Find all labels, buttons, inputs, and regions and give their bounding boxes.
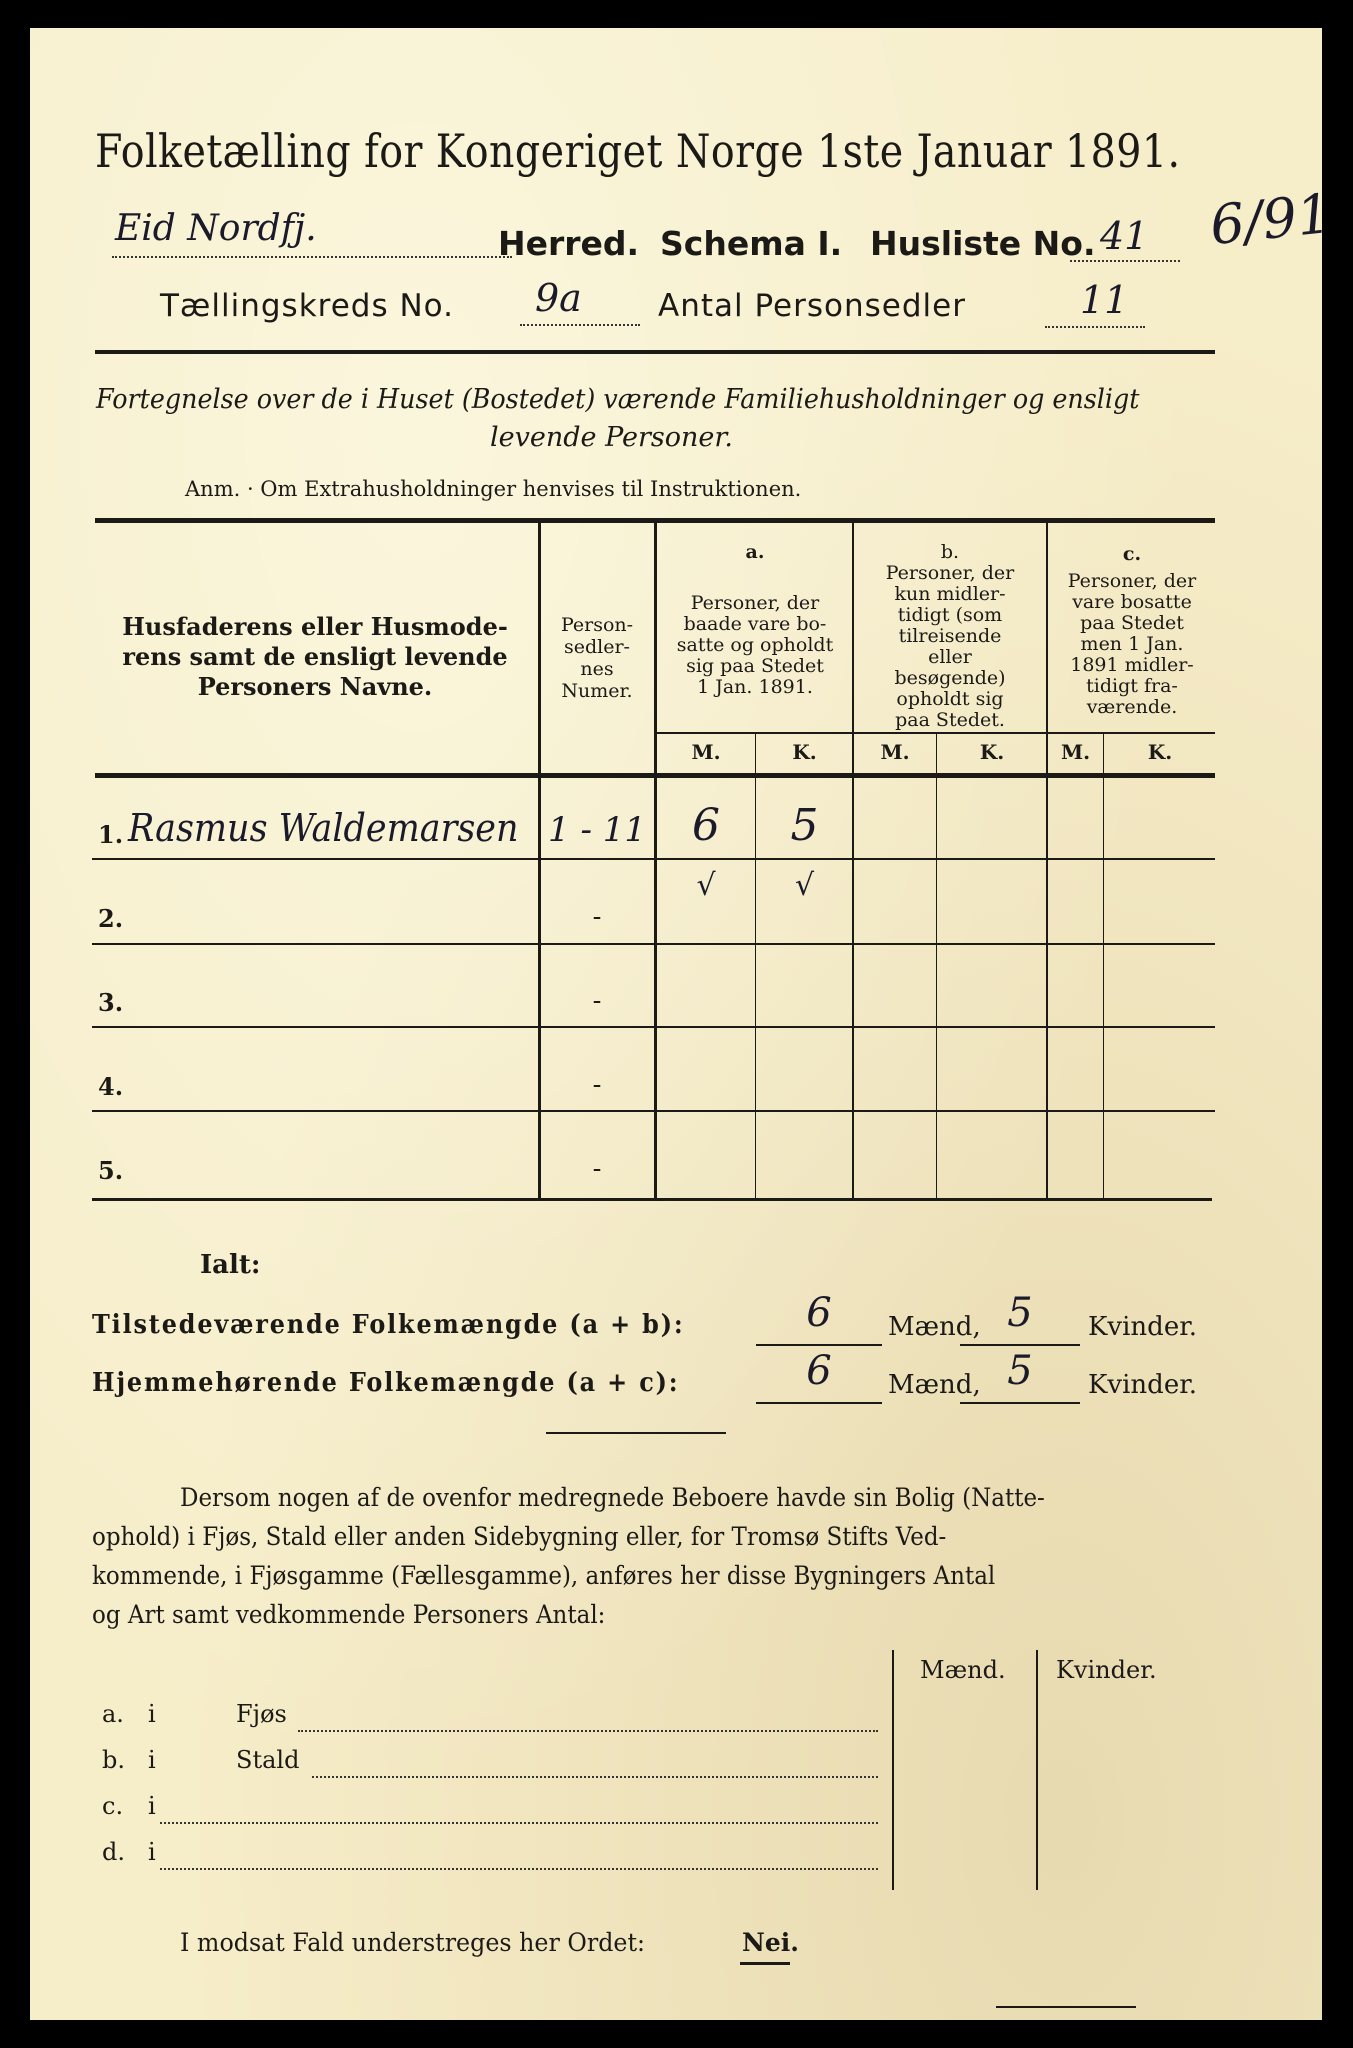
total-line-2-m: 6 (806, 1348, 832, 1394)
buildings-para-3: kommende, i Fjøsgamme (Fællesgamme), anføres her disse Bygningers Antal (92, 1561, 996, 1590)
intro-line-1: Fortegnelse over de i Huset (Bostedet) værende Familiehusholdninger og ensligt (96, 384, 1140, 415)
bottom-rule (996, 2006, 1136, 2008)
header-divider (95, 350, 1215, 354)
header-col-a: a. Personer, der baade vare bo- satte og opholdt sig paa Stedet 1 Jan. 1891. (676, 541, 834, 698)
building-b-dots (312, 1776, 878, 1778)
row-5-sedler: - (592, 1154, 602, 1184)
margin-note: 6/91 (1207, 181, 1335, 258)
husliste-label: Husliste No. (870, 224, 1096, 263)
building-c-dots (160, 1822, 878, 1824)
row-1-a-k: 5 (790, 800, 819, 851)
table-bottom-rule (92, 1198, 1212, 1201)
total-line-1-m: 6 (806, 1290, 832, 1336)
anm-note: Anm. · Om Extrahusholdninger henvises til Instruktionen. (185, 477, 802, 501)
buildings-para-4: og Art samt vedkommende Personers Antal: (92, 1600, 606, 1629)
row-line-2 (92, 943, 1215, 945)
row-1-name: Rasmus Waldemarsen (128, 806, 519, 850)
total-line-2-kvinder: Kvinder. (1088, 1370, 1198, 1400)
buildings-col-maend: Mænd. (920, 1656, 1006, 1684)
total-line-2-k-rule (960, 1402, 1080, 1404)
col-divider-name (538, 522, 541, 1198)
kreds-label: Tællingskreds No. (160, 288, 454, 324)
herred-value: Eid Nordfj. (115, 208, 317, 249)
antal-label: Antal Personsedler (658, 288, 966, 324)
total-line-1-maend: Mænd, (888, 1312, 981, 1342)
header-names: Husfaderens eller Husmode- rens samt de ensligt levende Personers Navne. (122, 612, 508, 701)
row-2-sedler: - (592, 902, 602, 932)
total-line-1-kvinder: Kvinder. (1088, 1312, 1198, 1342)
building-a-prep: i (148, 1700, 156, 1728)
row-line-1 (92, 858, 1215, 860)
row-1-a-m: 6 (692, 800, 720, 851)
b-k-label: K. (979, 740, 1005, 764)
row-4-number: 4. (98, 1072, 124, 1101)
buildings-col-kvinder: Kvinder. (1056, 1656, 1157, 1684)
row-line-4 (92, 1110, 1215, 1112)
c-m-label: M. (1060, 740, 1091, 764)
row-line-3 (92, 1026, 1215, 1028)
total-line-2-label: Hjemmehørende Folkemængde (a + c): (92, 1368, 680, 1398)
col-divider-cm (1103, 734, 1104, 1198)
kreds-dotted-line (520, 324, 640, 326)
building-b-label: Stald (236, 1746, 300, 1774)
husliste-dotted-line (1070, 260, 1180, 262)
row-2-a-m: √ (696, 868, 716, 903)
total-line-1-k: 5 (1007, 1290, 1033, 1336)
a-m-label: M. (691, 740, 721, 764)
total-line-2-m-rule (756, 1402, 882, 1404)
row-2-a-k: √ (794, 868, 815, 903)
antal-value: 11 (1080, 278, 1129, 322)
row-2-number: 2. (98, 904, 124, 933)
total-line-2-maend: Mænd, (888, 1370, 981, 1400)
section-divider (546, 1432, 726, 1434)
building-b-prep: i (148, 1746, 156, 1774)
col-divider-am (755, 734, 756, 1198)
total-line-2-k: 5 (1007, 1348, 1033, 1394)
buildings-para-1: Dersom nogen af de ovenfor medregnede Beboere havde sin Bolig (Natte- (180, 1483, 1045, 1512)
header-col-b: b. Personer, der kun midler- tidigt (som tilreisende eller besøgende) opholdt sig paa Stedet. (885, 541, 1015, 731)
husliste-value: 41 (1100, 214, 1149, 258)
buildings-col-divider-2 (1036, 1650, 1038, 1890)
building-a-letter: a. (102, 1700, 124, 1728)
final-word: Nei. (742, 1928, 799, 1957)
building-a-label: Fjøs (236, 1700, 287, 1728)
building-c-letter: c. (102, 1792, 124, 1820)
header-col-c: c. Personer, der vare bosatte paa Stedet men 1 Jan. 1891 midler- tidigt fra- værende. (1067, 543, 1197, 718)
row-5-number: 5. (98, 1156, 124, 1185)
building-d-letter: d. (102, 1838, 125, 1866)
a-k-label: K. (792, 740, 817, 764)
row-3-number: 3. (98, 988, 124, 1017)
form-title: Folketælling for Kongeriget Norge 1ste Januar 1891. (95, 124, 1181, 178)
row-1-number: 1. (98, 820, 124, 849)
building-d-dots (160, 1868, 878, 1870)
row-1-sedler: 1 - 11 (548, 810, 646, 850)
kreds-value: 9a (535, 276, 582, 320)
mk-header-rule (656, 732, 1215, 734)
schema-label: Schema I. (660, 224, 843, 263)
building-a-dots (298, 1730, 878, 1732)
buildings-col-divider-1 (892, 1650, 894, 1890)
building-b-letter: b. (102, 1746, 125, 1774)
herred-dotted-line (112, 256, 512, 258)
building-d-prep: i (148, 1838, 156, 1866)
col-divider-num (654, 522, 657, 1198)
row-3-sedler: - (592, 986, 602, 1016)
antal-dotted-line (1045, 326, 1145, 328)
ialt-label: Ialt: (200, 1250, 261, 1280)
header-sedler: Person- sedler- nes Numer. (560, 614, 634, 702)
herred-label: Herred. (498, 224, 640, 263)
row-4-sedler: - (592, 1070, 602, 1100)
census-form (30, 28, 1335, 2020)
buildings-para-2: ophold) i Fjøs, Stald eller anden Sidebygning eller, for Tromsø Stifts Ved- (92, 1522, 947, 1551)
building-c-prep: i (148, 1792, 156, 1820)
intro-line-2: levende Personer. (490, 422, 733, 453)
total-line-1-k-rule (960, 1344, 1080, 1346)
b-m-label: M. (880, 740, 910, 764)
col-divider-bm (936, 734, 937, 1198)
total-line-1-label: Tilstedeværende Folkemængde (a + b): (92, 1310, 685, 1340)
final-text: I modsat Fald understreges her Ordet: (180, 1928, 645, 1957)
final-word-underline (740, 1962, 790, 1965)
total-line-1-m-rule (756, 1344, 882, 1346)
c-k-label: K. (1147, 740, 1173, 764)
